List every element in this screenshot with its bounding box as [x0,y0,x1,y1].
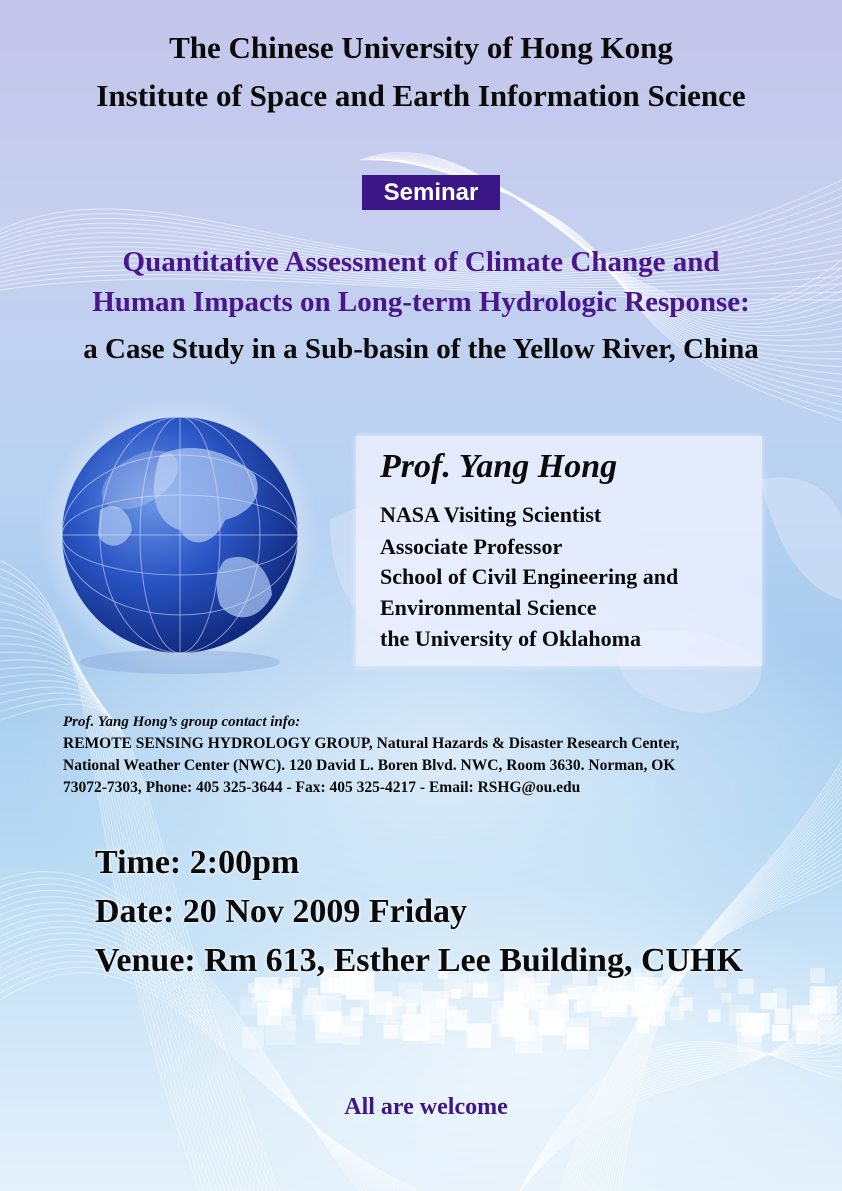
seminar-title-line-3: a Case Study in a Sub-basin of the Yellow River, China [83,333,759,365]
speaker-affiliation: Environmental Science [380,595,597,620]
contact-line: 73072-7303, Phone: 405 325-3644 - Fax: 405 325-4217 - Email: RSHG@ou.edu [63,779,581,796]
globe-illustration [40,400,330,690]
seminar-title-line-2: Human Impacts on Long-term Hydrologic Response: [92,286,750,318]
seminar-title-line-1: Quantitative Assessment of Climate Change and [122,246,720,278]
speaker-panel [356,436,762,666]
contact-line: REMOTE SENSING HYDROLOGY GROUP, Natural Hazards & Disaster Research Center, [63,735,680,752]
speaker-name: Prof. Yang Hong [380,448,618,485]
institute-name: Institute of Space and Earth Information Science [96,78,746,113]
event-time: Time: 2:00pm [95,844,300,881]
speaker-affiliation: School of Civil Engineering and [380,564,679,589]
university-name: The Chinese University of Hong Kong [169,30,673,65]
speaker-title: NASA Visiting Scientist [380,502,602,527]
speaker-affiliation: the University of Oklahoma [380,626,641,651]
contact-info [63,711,783,799]
event-venue: Venue: Rm 613, Esther Lee Building, CUHK [95,942,743,979]
event-date: Date: 20 Nov 2009 Friday [95,893,468,930]
contact-heading: Prof. Yang Hong’s group contact info: [63,714,301,730]
speaker-title: Associate Professor [380,534,563,559]
seminar-badge: Seminar [362,175,500,210]
contact-line: National Weather Center (NWC). 120 David L. Boren Blvd. NWC, Room 3630. Norman, OK [63,757,676,774]
welcome-message: All are welcome [344,1094,508,1120]
